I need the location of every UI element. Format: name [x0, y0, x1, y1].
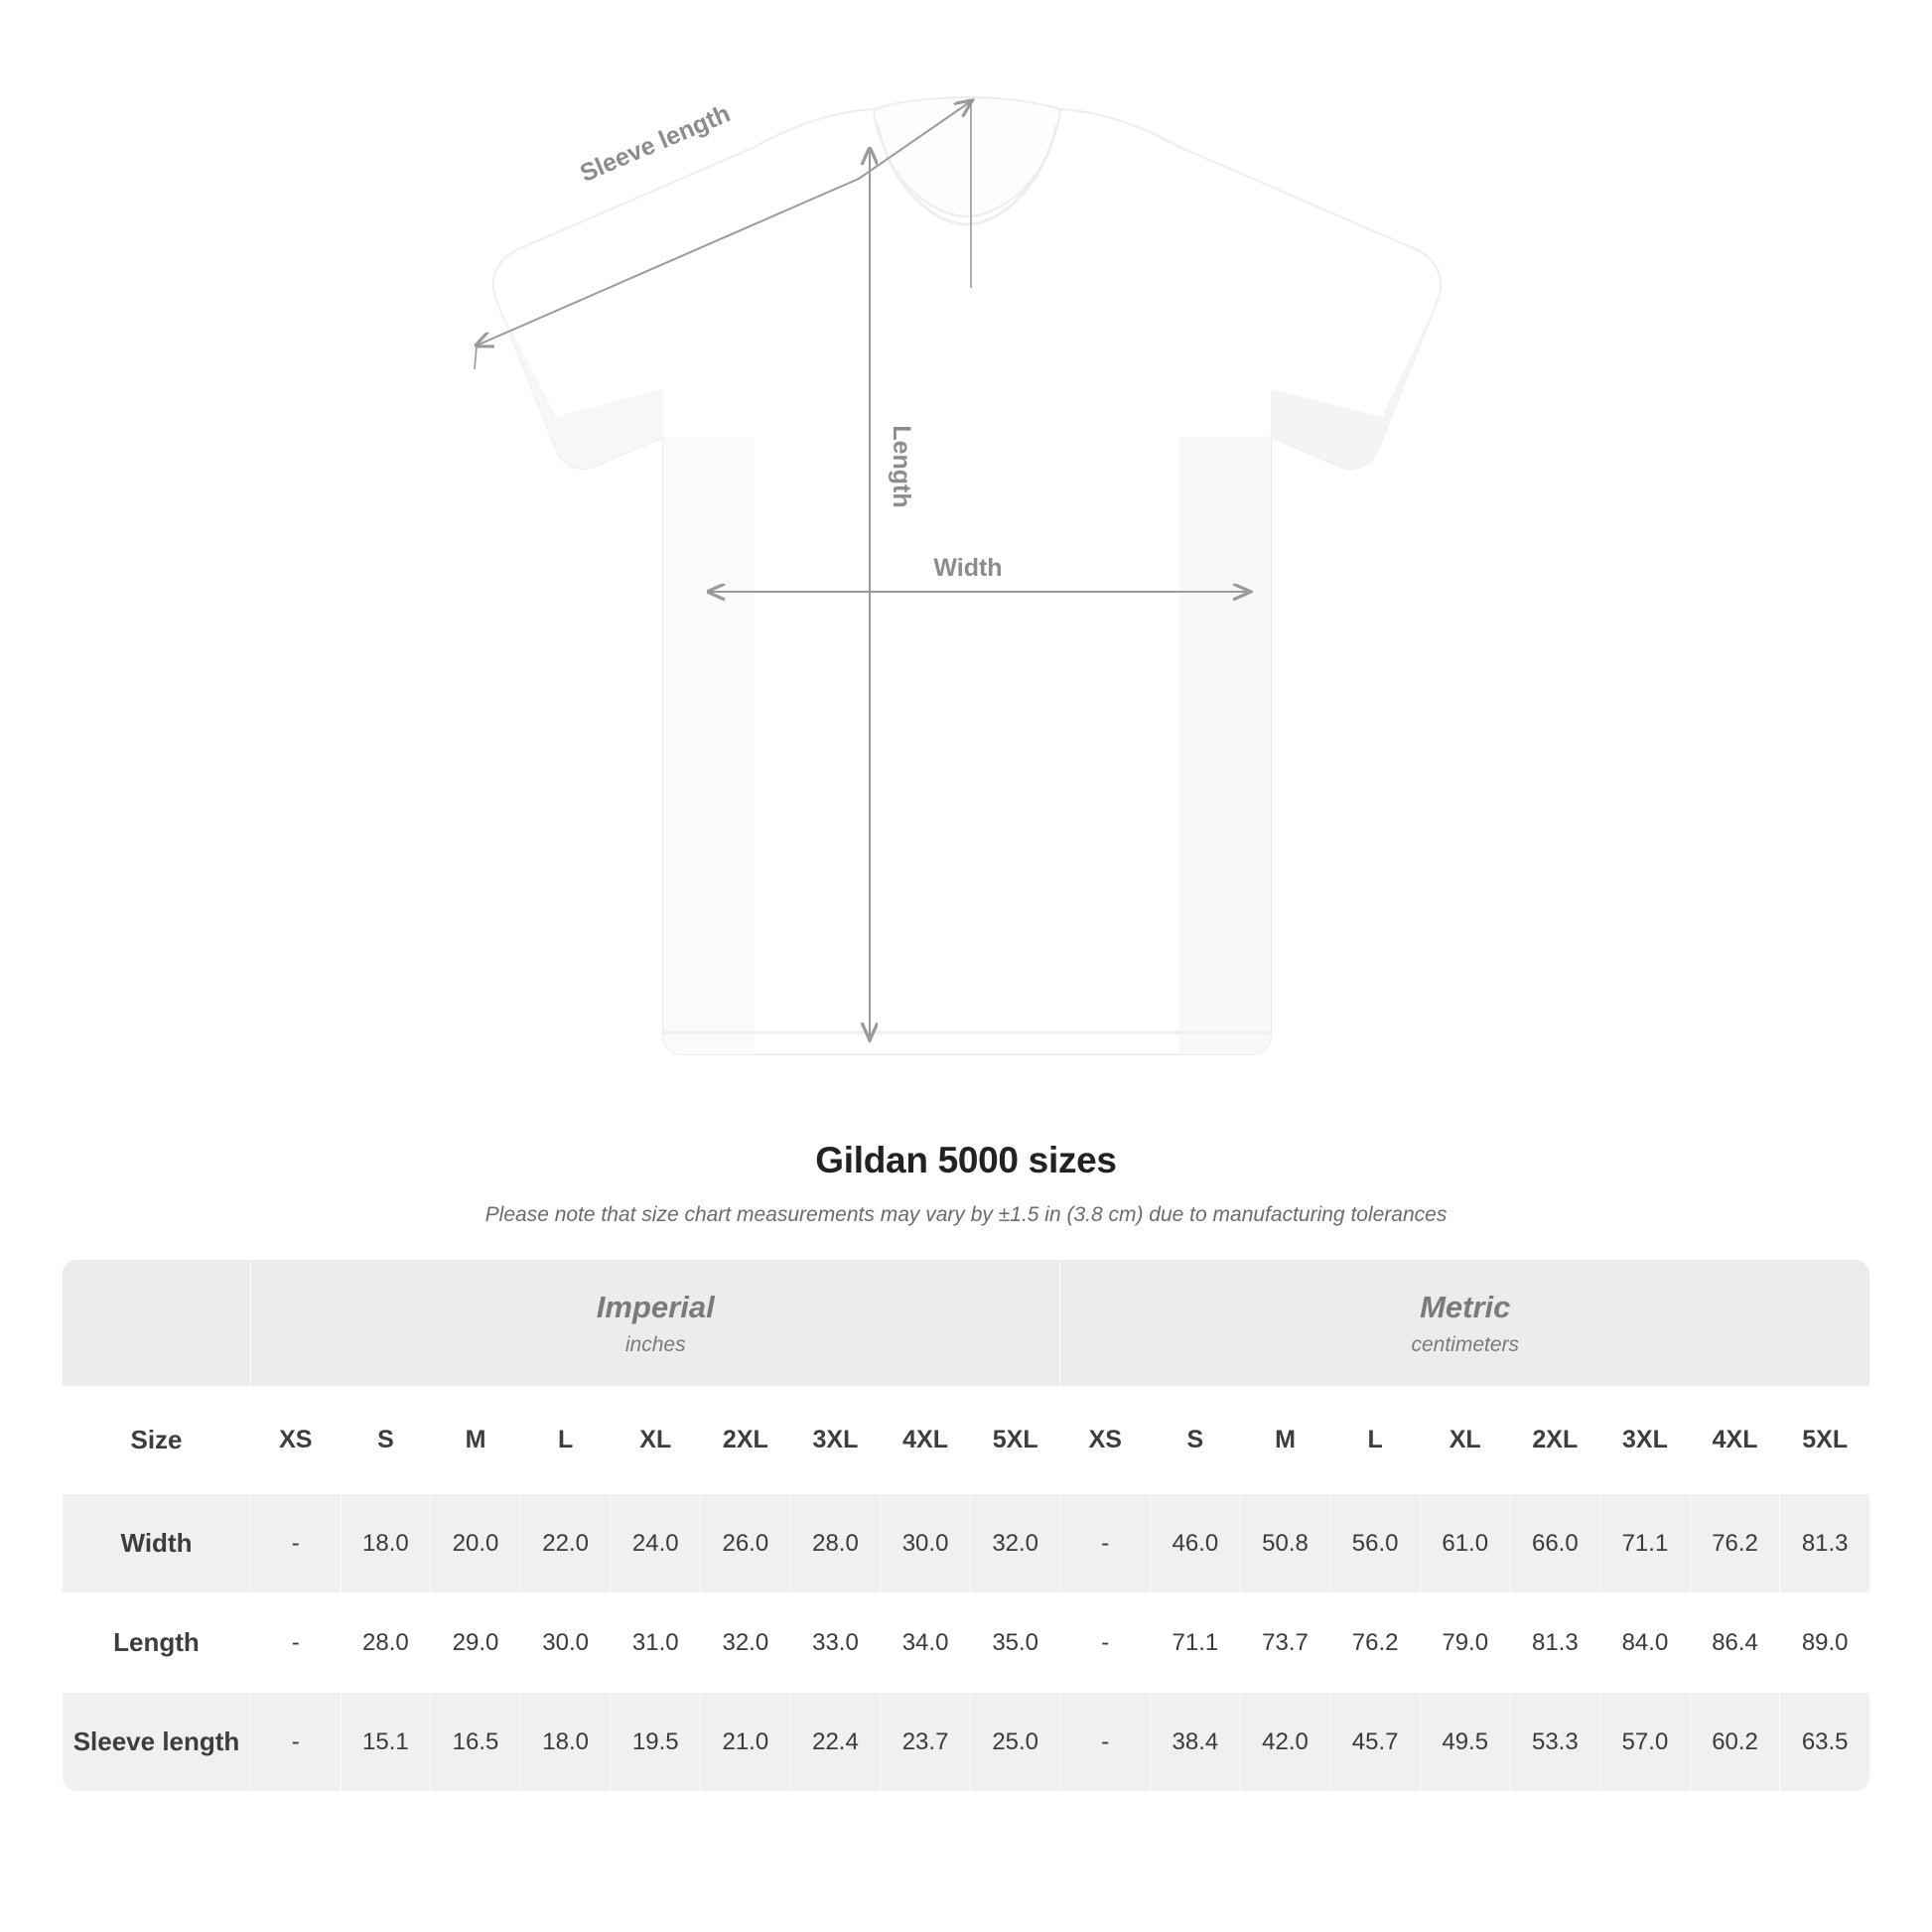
table-row	[63, 1693, 1870, 1792]
cell-width-imperial-5xl: 32.0	[970, 1494, 1060, 1593]
cell-sleeve-length-metric-xs: -	[1060, 1693, 1151, 1792]
cell-sleeve-length-imperial-4xl: 23.7	[881, 1693, 971, 1792]
cell-width-metric-5xl: 81.3	[1780, 1494, 1870, 1593]
cell-width-imperial-m: 20.0	[431, 1494, 521, 1593]
cell-sleeve-length-imperial-xl: 19.5	[611, 1693, 701, 1792]
size-header-imperial-2xl: 2XL	[701, 1387, 791, 1494]
cell-length-imperial-5xl: 35.0	[970, 1593, 1060, 1693]
size-header-metric-s: S	[1151, 1387, 1241, 1494]
cell-width-metric-4xl: 76.2	[1690, 1494, 1780, 1593]
cell-sleeve-length-imperial-5xl: 25.0	[970, 1693, 1060, 1792]
cell-length-imperial-m: 29.0	[431, 1593, 521, 1693]
unit-name: Imperial	[596, 1289, 715, 1324]
cell-width-imperial-s: 18.0	[341, 1494, 431, 1593]
size-header-imperial-4xl: 4XL	[881, 1387, 971, 1494]
cell-length-metric-2xl: 81.3	[1510, 1593, 1600, 1693]
unit-subtitle: centimeters	[1411, 1332, 1520, 1356]
unit-subtitle: inches	[624, 1332, 686, 1356]
cell-length-metric-l: 76.2	[1330, 1593, 1421, 1693]
cell-sleeve-length-metric-xl: 49.5	[1420, 1693, 1510, 1792]
cell-sleeve-length-imperial-s: 15.1	[341, 1693, 431, 1792]
size-header-metric-m: M	[1240, 1387, 1330, 1494]
cell-length-metric-xs: -	[1060, 1593, 1151, 1693]
size-header-row	[63, 1387, 1870, 1494]
cell-length-imperial-2xl: 32.0	[701, 1593, 791, 1693]
cell-sleeve-length-metric-4xl: 60.2	[1690, 1693, 1780, 1792]
width-label: Width	[933, 554, 1003, 582]
cell-width-imperial-3xl: 28.0	[790, 1494, 881, 1593]
cell-width-imperial-l: 22.0	[520, 1494, 611, 1593]
unit-header-row	[63, 1260, 1870, 1387]
size-header-metric-4xl: 4XL	[1690, 1387, 1780, 1494]
cell-width-metric-3xl: 71.1	[1600, 1494, 1691, 1593]
size-header-imperial-m: M	[431, 1387, 521, 1494]
row-label-sleeve-length: Sleeve length	[63, 1693, 251, 1792]
cell-sleeve-length-metric-m: 42.0	[1240, 1693, 1330, 1792]
title-block	[0, 1140, 1932, 1227]
size-header-imperial-3xl: 3XL	[790, 1387, 881, 1494]
cell-length-imperial-3xl: 33.0	[790, 1593, 881, 1693]
cell-sleeve-length-imperial-3xl: 22.4	[790, 1693, 881, 1792]
cell-sleeve-length-metric-3xl: 57.0	[1600, 1693, 1691, 1792]
size-header-metric-5xl: 5XL	[1780, 1387, 1870, 1494]
size-header-imperial-xs: XS	[251, 1387, 342, 1494]
cell-width-metric-m: 50.8	[1240, 1494, 1330, 1593]
cell-length-imperial-l: 30.0	[520, 1593, 611, 1693]
cell-sleeve-length-metric-l: 45.7	[1330, 1693, 1421, 1792]
cell-width-imperial-2xl: 26.0	[701, 1494, 791, 1593]
cell-length-imperial-xl: 31.0	[611, 1593, 701, 1693]
cell-length-imperial-4xl: 34.0	[881, 1593, 971, 1693]
sleeve-length-label: Sleeve length	[576, 99, 735, 189]
size-header-imperial-s: S	[341, 1387, 431, 1494]
size-header-metric-xs: XS	[1060, 1387, 1151, 1494]
unit-header-metric	[1060, 1260, 1870, 1387]
cell-width-metric-l: 56.0	[1330, 1494, 1421, 1593]
table-row	[63, 1593, 1870, 1693]
cell-sleeve-length-imperial-xs: -	[251, 1693, 342, 1792]
cell-length-metric-s: 71.1	[1151, 1593, 1241, 1693]
chart-title: Gildan 5000 sizes	[815, 1140, 1117, 1180]
size-header-metric-3xl: 3XL	[1600, 1387, 1691, 1494]
size-header-imperial-xl: XL	[611, 1387, 701, 1494]
cell-length-imperial-s: 28.0	[341, 1593, 431, 1693]
cell-width-metric-xl: 61.0	[1420, 1494, 1510, 1593]
unit-header-imperial	[251, 1260, 1060, 1387]
unit-name: Metric	[1420, 1289, 1511, 1324]
cell-width-imperial-4xl: 30.0	[881, 1494, 971, 1593]
cell-sleeve-length-metric-5xl: 63.5	[1780, 1693, 1870, 1792]
cell-sleeve-length-imperial-l: 18.0	[520, 1693, 611, 1792]
size-header-metric-xl: XL	[1420, 1387, 1510, 1494]
size-header-metric-2xl: 2XL	[1510, 1387, 1600, 1494]
chart-note: Please note that size chart measurements may vary by ±1.5 in (3.8 cm) due to manufacturing tolerances	[484, 1203, 1448, 1226]
length-label: Length	[888, 425, 915, 508]
size-header-label: Size	[63, 1387, 251, 1494]
cell-width-imperial-xs: -	[251, 1494, 342, 1593]
size-header-imperial-5xl: 5XL	[970, 1387, 1060, 1494]
cell-length-metric-m: 73.7	[1240, 1593, 1330, 1693]
cell-length-metric-4xl: 86.4	[1690, 1593, 1780, 1693]
table-corner-cell	[63, 1260, 251, 1387]
size-header-imperial-l: L	[520, 1387, 611, 1494]
cell-sleeve-length-metric-s: 38.4	[1151, 1693, 1241, 1792]
cell-sleeve-length-imperial-2xl: 21.0	[701, 1693, 791, 1792]
row-label-width: Width	[63, 1494, 251, 1593]
cell-length-metric-xl: 79.0	[1420, 1593, 1510, 1693]
cell-sleeve-length-metric-2xl: 53.3	[1510, 1693, 1600, 1792]
cell-width-metric-xs: -	[1060, 1494, 1151, 1593]
size-table	[62, 1259, 1870, 1792]
cell-width-metric-2xl: 66.0	[1510, 1494, 1600, 1593]
size-table-wrapper	[62, 1259, 1870, 1792]
cell-width-imperial-xl: 24.0	[611, 1494, 701, 1593]
size-header-metric-l: L	[1330, 1387, 1421, 1494]
table-row	[63, 1494, 1870, 1593]
cell-sleeve-length-imperial-m: 16.5	[431, 1693, 521, 1792]
cell-width-metric-s: 46.0	[1151, 1494, 1241, 1593]
cell-length-metric-3xl: 84.0	[1600, 1593, 1691, 1693]
cell-length-metric-5xl: 89.0	[1780, 1593, 1870, 1693]
cell-length-imperial-xs: -	[251, 1593, 342, 1693]
row-label-length: Length	[63, 1593, 251, 1693]
